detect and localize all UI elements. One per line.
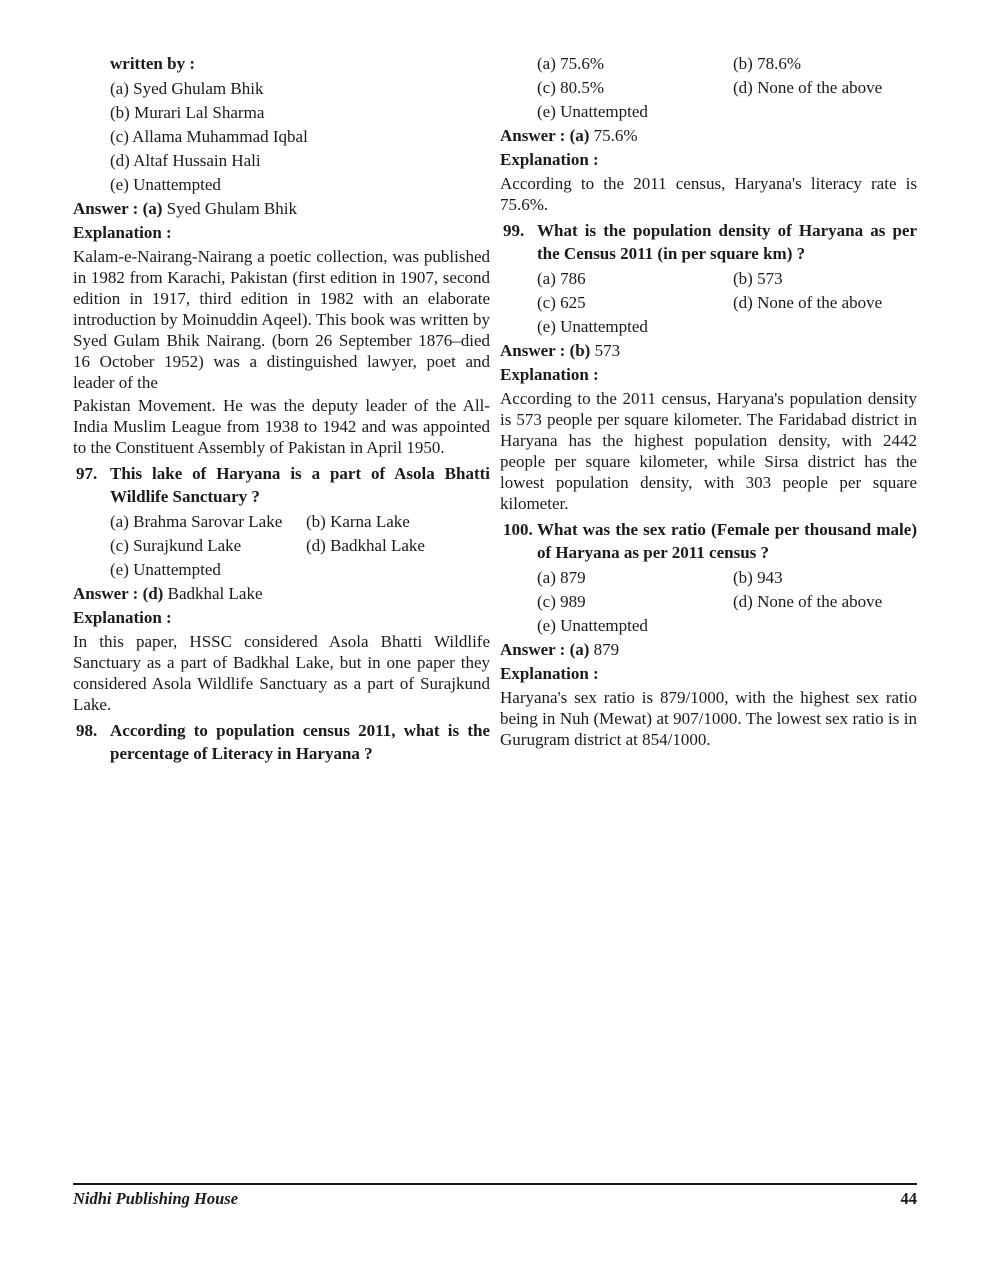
explanation-heading: Explanation : [500, 664, 599, 683]
page-footer [73, 1183, 917, 1209]
answer-value: Badkhal Lake [167, 584, 263, 603]
explanation-paragraph: Kalam-e-Nairang-Nairang a poetic collection, was published in 1982 from Karachi, Pakistan (first edition in 1907, second edition in 1917, third edition in 1982 with an elaborate introduction by Moinuddin Aqeel). This book was written by Syed Gulam Bhik Nairang. (born 26 September 1876–died 16 October 1952) was a distinguished lawyer, poet and leader of the [73, 247, 490, 392]
answer-option-row [73, 511, 490, 532]
answer-option: (e) Unattempted [110, 175, 221, 194]
answer-option-row [500, 101, 917, 122]
answer-value: Syed Ghulam Bhik [166, 199, 297, 218]
answer-option: (b) Murari Lal Sharma [110, 103, 265, 122]
answer-option: (c) 989 [537, 592, 586, 611]
explanation-heading: Explanation : [500, 365, 599, 384]
answer-option-row [73, 559, 490, 580]
question-number: 97. [76, 464, 98, 483]
question-text: This lake of Haryana is a part of Asola Bhatti Wildlife Sanctuary ? [110, 464, 490, 506]
answer-option: (e) Unattempted [110, 560, 221, 579]
answer-option: (d) None of the above [733, 78, 883, 97]
answer-label: Answer : (b) [500, 341, 591, 360]
answer-option-row [500, 268, 917, 289]
answer-label: Answer : (d) [73, 584, 164, 603]
answer-option: (a) 786 [537, 269, 586, 288]
right-column [500, 53, 917, 768]
answer-option: (c) Allama Muhammad Iqbal [110, 127, 308, 146]
answer-option: (e) Unattempted [537, 317, 648, 336]
answer-option-row [73, 535, 490, 556]
answer-label: Answer : (a) [73, 199, 163, 218]
question-number: 99. [503, 221, 525, 240]
answer-option-row [500, 77, 917, 98]
answer-option: (a) 879 [537, 568, 586, 587]
question-text: What is the population density of Haryana as per the Census 2011 (in per square km) ? [537, 221, 917, 263]
question-number: 100. [503, 520, 533, 539]
answer-option: (a) 75.6% [537, 54, 605, 73]
answer-option: (e) Unattempted [537, 616, 648, 635]
question-number: 98. [76, 721, 98, 740]
answer-option: (c) Surajkund Lake [110, 536, 242, 555]
answer-line [73, 198, 490, 219]
explanation-paragraph: In this paper, HSSC considered Asola Bhatti Wildlife Sanctuary as a part of Badkhal Lake, but in one paper they considered Asola Wildlife Sanctuary as a part of Surajkund Lake. [73, 632, 490, 714]
answer-option-row [500, 615, 917, 636]
answer-value: 75.6% [593, 126, 638, 145]
question-block [500, 518, 917, 564]
footer-page-number: 44 [900, 1189, 917, 1208]
question-text: According to population census 2011, what is the percentage of Literacy in Haryana ? [110, 721, 490, 763]
answer-value: 879 [593, 640, 620, 659]
answer-line [500, 340, 917, 361]
explanation-paragraph: Pakistan Movement. He was the deputy leader of the All-India Muslim League from 1938 to 1942 and was appointed to the Constituent Assembly of Pakistan in April 1950. [73, 396, 490, 457]
answer-line [73, 583, 490, 604]
question-block [500, 219, 917, 265]
answer-option-row [500, 316, 917, 337]
answer-line [500, 125, 917, 146]
answer-option: (b) 573 [733, 269, 783, 288]
answer-label: Answer : (a) [500, 126, 590, 145]
explanation-heading: Explanation : [73, 608, 172, 627]
answer-line [500, 639, 917, 660]
answer-option: (b) 943 [733, 568, 783, 587]
question-block [73, 462, 490, 508]
answer-option-row [500, 53, 917, 74]
answer-option: (d) None of the above [733, 592, 883, 611]
answer-option-row [500, 567, 917, 588]
answer-option: (a) Brahma Sarovar Lake [110, 512, 283, 531]
answer-option: (c) 625 [537, 293, 586, 312]
answer-option: (c) 80.5% [537, 78, 605, 97]
footer-publisher: Nidhi Publishing House [73, 1189, 239, 1208]
question-block [73, 719, 490, 765]
answer-option-row [500, 591, 917, 612]
answer-option: (b) Karna Lake [306, 512, 410, 531]
explanation-heading: Explanation : [500, 150, 599, 169]
answer-option: (e) Unattempted [537, 102, 648, 121]
answer-option-row [500, 292, 917, 313]
page-content [73, 53, 917, 768]
answer-option: (b) 78.6% [733, 54, 801, 73]
left-column [73, 53, 490, 768]
explanation-heading: Explanation : [73, 223, 172, 242]
answer-option: (d) Altaf Hussain Hali [110, 151, 261, 170]
answer-value: 573 [594, 341, 621, 360]
explanation-paragraph: According to the 2011 census, Haryana's literacy rate is 75.6%. [500, 174, 917, 214]
answer-option: (d) None of the above [733, 293, 883, 312]
answer-option: (d) Badkhal Lake [306, 536, 425, 555]
question-text: What was the sex ratio (Female per thousand male) of Haryana as per 2011 census ? [537, 520, 917, 562]
answer-label: Answer : (a) [500, 640, 590, 659]
explanation-paragraph: Haryana's sex ratio is 879/1000, with the highest sex ratio being in Nuh (Mewat) at 907/1000. The lowest sex ratio is in Gurugram district at 854/1000. [500, 688, 917, 749]
explanation-paragraph: According to the 2011 census, Haryana's population density is 573 people per square kilometer. The Faridabad district in Haryana has the highest population density, with 2442 people per square kilometer, while Sirsa district has the lowest population density, with 303 people per square kilometer. [500, 389, 917, 513]
answer-option: (a) Syed Ghulam Bhik [110, 79, 264, 98]
question-lead-text: written by : [110, 54, 195, 73]
